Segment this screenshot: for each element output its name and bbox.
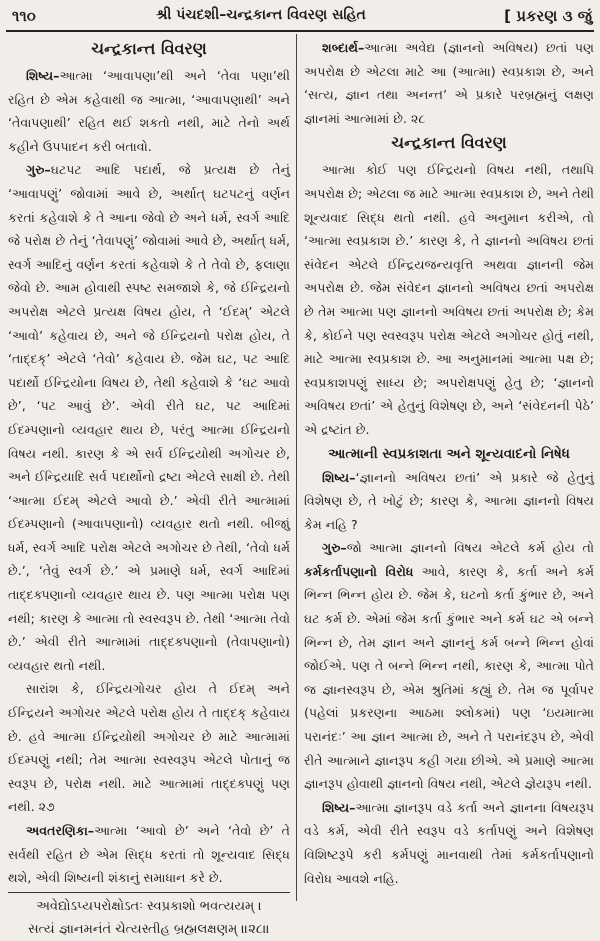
paragraph <box>304 36 594 130</box>
paragraph-text: આત્મા અવેદ્ય (જ્ઞાનનો અવિષય) છતાં પણ અપરોક્ષ છે એટલા માટે આ (આત્મા) સ્વપ્રકાશ છે, અને ‘સત્ય, જ્ઞાન તથા અનન્ત’ એ પ્રકારે પરબ્રહ્મનું લક્ષણ જ્ઞાનમાં આત્મામાં છે. ૨૮ <box>304 40 594 126</box>
column-divider <box>296 34 297 901</box>
running-title: શ્રી પંચદશી–ચન્દ્રકાન્ત વિવરણ સહિત <box>156 7 366 23</box>
paragraph-text: આત્મા ‘આવાપણા’થી અને ‘તેવા પણા’થી રહિત છે એમ કહેવાથી જ આત્મા, ‘આવાપણાથી’ અને ‘તેવાપણાથી’ રહિત થઈ શકતો નથી, માટે તેનો અર્થ કહીને ઉપપાદન કરી બતાવો. <box>8 68 290 154</box>
paragraph <box>304 466 594 537</box>
left-column <box>8 36 290 937</box>
paragraph-text: આવે, કારણ કે, કર્તા અને કર્મ ભિન્ન ભિન્ન હોય છે. જેમ કે, ઘટનો કર્તા કુંભાર છે, અને ઘટ કર્મ છે. એમાં જેમ કર્તા કુંભાર અને કર્મ ઘટ એ બન્ને ભિન્ન છે, તેમ જ્ઞાન અને જ્ઞાનનું કર્મ બન્ને ભિન્ન હોવાં જોઈએ. પણ તે બન્ને ભિન્ન નથી, કારણ કે, આત્મા પોતે જ જ્ઞાનસ્વરૂપ છે, એમ શ્રુતિમાં કહ્યું છે. તેમ જ પૂર્વાપર (પહેલાં પ્રકરણના આઠમા શ્લોકમાં) પણ ‘ઇયમાત્મા પરાનંદઃ’ આ જ્ઞાન આત્મા છે, અને તે પરાનંદરૂપ છે, એવી રીતે આત્માને જ્ઞાનરૂપ કહી ગયા છીએ. એ પ્રમાણે આત્મા જ્ઞાનરૂપ હોવાથી જ્ઞાનનો વિષય નથી, એટલે જ્ઞેયરૂપ નથી. <box>304 563 594 792</box>
section-heading: ચન્દ્રકાન્ત વિવરણ <box>391 133 507 153</box>
sub-heading: આત્માની સ્વપ્રકાશતા અને શૂન્યવાદનો નિષેધ <box>328 445 570 462</box>
paragraph <box>8 158 290 677</box>
running-header <box>6 4 594 32</box>
paragraph-text: ઘટપટ આદિ પદાર્થ, જે પ્રત્યક્ષ છે તેનું ‘આવાપણું’ જોવામાં આવે છે, અર્થાત્ ઘટપટનું વર્ણન કરતાં કહેવાશે કે તે આના જેવો છે અને ધર્મ, સ્વર્ગ આદિ જે પરોક્ષ છે તેનું ‘તેવાપણું’ જોવામાં આવે છે, અર્થાત્ ધર્મ, સ્વર્ગ આદિનું વર્ણન કરતાં કહેવાશે કે તે તેવો છે, ફલાણા જેવો છે. આમ હોવાથી સ્પષ્ટ સમજાશે કે, જે ઈન્દ્રિયનો અપરોક્ષ એટલે પ્રત્યક્ષ વિષય હોય, તે ‘ઈદમ્’ એટલે ‘આવો’ કહેવાય છે, અને જે ઈન્દ્રિયનો પરોક્ષ હોય, તે ‘તાદ્દક્’ એટલે ‘તેવો’ કહેવાય છે. જેમ ઘટ, પટ આદિ પદાર્થો ઈન્દ્રિયોના વિષય છે, તેથી કહેવાશે કે ‘ઘટ આવો છે’, ‘પટ આવું છે’. એવી રીતે ઘટ, પટ આદિમાં ઈદમ્પણાનો વ્યવહાર થાય છે, પરંતુ આત્મા ઈન્દ્રિયનો વિષય નથી. કારણ કે એ સર્વ ઈન્દ્રિયોથી અગોચર છે, અને ઈન્દ્રિયાદિ સર્વ પદાર્થોનો દ્રષ્ટા એટલે સાક્ષી છે. તેથી ‘આત્મા ઈદમ્ એટલે આવો છે.’ એવી રીતે આત્મામાં ઈદમ્પણાનો (આવાપણાનો) વ્યવહાર થતો નથી. બીજાું ધર્મ, સ્વર્ગ આદિ પરોક્ષ એટલે અગોચર છે તેથી, ‘તેવો ધર્મ છે.’, ‘તેવું સ્વર્ગ છે.’ એ પ્રમાણે ધર્મ, સ્વર્ગ આદિમાં તાદ્દક્પણાનો વ્યવહાર થાય છે. પણ આત્મા પરોક્ષ પણ નથી; કારણ કે આત્મા તો સ્વસ્વરૂપ છે. તેથી ‘આત્મા તેવો છે.’ એવી રીતે આત્મામાં તાદ્દક્પણાનો (તેવાપણાનો) વ્યવહાર થતો નથી. <box>8 162 290 673</box>
speaker-label: શબ્દાર્થ– <box>322 40 365 55</box>
paragraph: આત્મા કોઈ પણ ઈન્દ્રિયનો વિષય નથી, તથાપિ અપરોક્ષ છે; એટલા જ માટે આત્મા સ્વપ્રકાશ છે, અને તેથી શૂન્યવાદ સિદ્ધ થતો નથી. હવે અનુમાન કરીએ, તો ‘આત્મા સ્વપ્રકાશ છે.’ કારણ કે, તે જ્ઞાનનો અવિષય છતાં સંવેદન એટલે ઈન્દ્રિયજન્યવૃત્તિ અથવા જ્ઞાનની જેમ અપરોક્ષ છે. જેમ સંવેદન જ્ઞાનનો અવિષય છતાં અપરોક્ષ છે તેમ આત્મા પણ જ્ઞાનનો અવિષય છતાં અપરોક્ષ છે; કેમ કે, કોઈને પણ સ્વસ્વરૂપ પરોક્ષ એટલે અગોચર હોતું નથી, માટે આત્મા સ્વપ્રકાશ છે. આ અનુમાનમાં આત્મા પક્ષ છે; સ્વપ્રકાશપણું સાધ્ય છે; અપરોક્ષપણું હેતુ છે; ‘જ્ઞાનનો અવિષય છતાં’ એ હેતુનું વિશેષણ છે, અને ‘સંવેદનની પેઠે’ એ દ્રષ્ટાંત છે. <box>304 162 594 437</box>
bold-phrase: કર્મકર્તાપણાનો વિરોધ <box>304 563 414 579</box>
speaker-label: શિષ્ય– <box>322 469 356 485</box>
speaker-label: શિષ્ય– <box>26 68 60 83</box>
sanskrit-verse-line-1: અવેદ્યોઽપ્યપરોક્ષોઽતઃ સ્વપ્રકાશો ભવત્યયમ્ । <box>36 898 262 914</box>
chapter-label: [ પ્રકરણ ૩ જું <box>504 7 592 25</box>
speaker-label: શિષ્ય– <box>322 799 356 815</box>
paragraph-text: આત્મા જ્ઞાનરૂપ વડે કર્તા અને જ્ઞાનના વિષયરૂપ વડે કર્મ, એવી રીતે સ્વરૂપ વડે કર્તાપણું અને વિશેષણ વિશિષ્ટરૂપે કરી કર્મપણું માનવાથી તેમાં કર્મકર્તાપણાનો વિરોધ આવશે નહિ. <box>304 799 594 886</box>
paragraph <box>8 64 290 158</box>
section-heading: ચન્દ્રકાન્ત વિવરણ <box>91 39 207 58</box>
right-column <box>304 36 594 903</box>
sanskrit-verse-line-2: સત્યં જ્ઞાનમનંતં ચેત્યસ્તીહ બ્રહ્મલક્ષણમ્ ॥૨૮॥ <box>28 921 270 937</box>
speaker-label: ગુરુ– <box>322 540 347 556</box>
speaker-label: ગુરુ– <box>26 162 51 178</box>
page-number: ૧૧૦ <box>12 7 36 25</box>
paragraph <box>8 819 290 890</box>
verse-rule <box>8 892 290 893</box>
paragraph-text: જો આત્મા જ્ઞાનનો વિષય એટલે કર્મ હોય તો <box>346 540 594 556</box>
paragraph-text: આત્મા ‘આવો છે’ અને ‘તેવો છે’ તે સર્વથી રહિત છે એમ સિદ્ધ કરતાં તો શૂન્યવાદ સિદ્ધ થશે, એવી શિષ્યની શંકાનું સમાધાન કરે છે. <box>8 823 290 886</box>
paragraph <box>304 796 594 890</box>
paragraph <box>304 536 594 796</box>
speaker-label: અવતરણિકા– <box>26 823 95 838</box>
paragraph-text: ‘જ્ઞાનનો અવિષય છતાં’ એ પ્રકારે જે હેતુનું વિશેષણ છે, તે ખોટું છે; કારણ કે, આત્મા જ્ઞાનનો વિષય કેમ નહિ ? <box>304 469 594 532</box>
paragraph: સારાંશ કે, ઈન્દ્રિયગોચર હોય તે ઈદમ્ અને ઈન્દ્રિયને અગોચર એટલે પરોક્ષ હોય તે તાદ્દક્ કહેવાય છે. હવે આત્મા ઈન્દ્રિયોથી અગોચર છે માટે આત્મામાં ઈદમ્પણું નથી; તેમ આત્મા સ્વસ્વરૂપ એટલે પોતાનું જ સ્વરૂપ છે, પરોક્ષ નથી. માટે આત્મામાં તાદ્દક્પણું પણ નથી. ૨૭ <box>8 681 290 815</box>
